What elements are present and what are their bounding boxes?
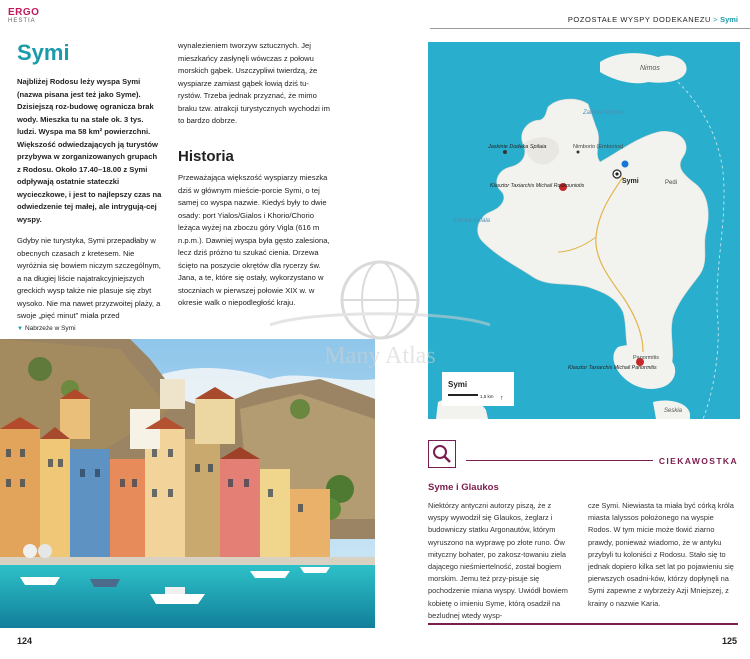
section-heading: Historia bbox=[178, 148, 234, 165]
map-label-jaskinie: Jaskinie Dodeka Spilaia bbox=[488, 144, 547, 150]
north-arrow-icon: ↑ bbox=[500, 395, 504, 402]
caption-arrow-icon: ▼ bbox=[17, 326, 23, 332]
map-label-klasztor-2: Klasztor Taxiarchis Michail Panormitis bbox=[568, 365, 657, 371]
lead-paragraph: Najbliżej Rodosu leży wyspa Symi (nazwa pisana jest też jako Syme). Dzisiejszą roz-budowę ogranicza brak wody. Mieszka tu na stałe ok. 3 tys. ludzi. Wyspa ma 58 km² powierzchni. Większość odwiedzających ją turystów przybywa w zorganizowanych grupach z Rodosu. Około 17.40–18.00 z Symi odpływają ostatnie stateczki wycieczkowe, i jest to najlepszy czas na odwiedzenie tej małej, ale intrygują-cej wyspy. bbox=[17, 77, 162, 224]
body-paragraph-3: Przeważająca większość wyspiarzy mieszka dziś w głównym mieście-porcie Symi, o tej samej co wyspa nazwie. Kiedyś były to dwie osady: port Yialos/Gialos i Khorio/Chorio leżąca wyżej na zboczu góry Vigla (616 m n.p.m.). Dawniej wyspa była gęsto zalesiona, lecz dziś próżno tu szukać cienia. Drzewa ścięto na poszycie okrętów dla rycerzy św. Jana, a te, które się ostały, wykorzystano w stoczniach w pierwszej połowie XIX w. w okresie walk o niepodległość kraju. bbox=[178, 173, 330, 307]
map-label-zatoka-kefala: Zatoka Kefala bbox=[453, 218, 491, 224]
page-title: Symi bbox=[17, 40, 70, 65]
body-paragraph-1: Gdyby nie turystyka, Symi przepadłaby w obecnych czasach z kretesem. Nie wyróżnia się bowiem niczym szczególnym, a na długiej liście najatrakcyjniejszych greckich wysp także nie plasuje się zbyt wysoko. Nie ma nawet przyzwoitej plaży, a swoje „pięć minut” miała przed bbox=[17, 236, 161, 320]
header-rule bbox=[430, 28, 750, 29]
logo-line1: ERGO bbox=[8, 7, 40, 18]
harbour-illustration bbox=[0, 339, 375, 628]
box-heading: CIEKAWOSTKA bbox=[653, 456, 738, 466]
logo-line2: HESTIA bbox=[8, 18, 36, 24]
map-label-nimos: Nimos bbox=[640, 65, 660, 72]
running-head-section: POZOSTAŁE WYSPY DODEKANEZU bbox=[567, 15, 712, 24]
island-map bbox=[428, 42, 740, 419]
body-paragraph-2: wynalezieniem tworzyw sztucznych. Jej mieszkańcy zasłynęli wówczas z połowu morskich gąbek. Uszczypliwi twierdzą, że wyspiarze zamiast gąbek łowią dziś tu-rystów. Trzeba jednak przyznać, że mimo braku tzw. atrakcji turystycznych wychodzi im to bardzo dobrze. bbox=[178, 41, 330, 125]
map-scale-label: 1,5 km bbox=[480, 394, 494, 399]
box-text-col1: Niektórzy antyczni autorzy piszą, że z wyspy wywodził się Glaukos, żeglarz i budowniczy statku Argonautów, którym wyruszono na wyprawę po złote runo. Ów mityczny bohater, po zakosz-towaniu ziela dającego nieśmiertelność, został bogiem morskim. Jemu też przy-pisuje się pochodzenie miana wyspy. Uwiódł bowiem kobietę o imieniu Syme, którą osadził na bezludnej wtedy wysp- bbox=[428, 501, 568, 620]
map-scale-bar bbox=[448, 394, 478, 396]
box-title: Syme i Glaukos bbox=[428, 482, 499, 493]
publisher-logo bbox=[8, 8, 39, 24]
map-label-pedi: Pedi bbox=[665, 180, 678, 186]
map-label-zatoka-nimborio: Zatoka Nimboro bbox=[583, 110, 626, 116]
map-label-seskia: Seskia bbox=[664, 408, 683, 414]
page-number-right: 125 bbox=[722, 636, 738, 646]
magnifier-icon bbox=[428, 440, 456, 468]
harbour-photo bbox=[0, 339, 375, 628]
caption-text: Nabrzeże w Symi bbox=[24, 325, 76, 332]
box-bottom-rule bbox=[428, 623, 738, 625]
photo-caption bbox=[17, 325, 76, 332]
running-head bbox=[568, 15, 738, 24]
box-text-col2: cze Symi. Niewiasta ta miała być córką króla miasta Ialyssos położonego na wyspie Rodos. W tym micie może tkwić ziarno prawdy, ponieważ wiadomo, że w antyku przybyli tu koloniści z Rodosu. Stało się to jednak dopiero kilka set lat po pojawieniu się pierwszych osadni-ków, którzy dopłynęli na Symi zapewne z wybrzeży Azji Mniejszej, z krainy o nazwie Karia. bbox=[588, 501, 734, 608]
map-graphic bbox=[428, 42, 740, 419]
page-number-left: 124 bbox=[17, 636, 33, 646]
map-label-panormitis: Panormitis bbox=[633, 355, 659, 361]
watermark-text: Many Atlas bbox=[324, 343, 436, 369]
map-label-symi: Symi bbox=[622, 178, 639, 185]
map-label-klasztor-1: Klasztor Taxiarchis Michail Roukouniotis bbox=[490, 183, 585, 189]
running-head-arrow-icon: > bbox=[713, 15, 719, 24]
map-label-nimborio: Nimborio (Emborios) bbox=[573, 144, 624, 150]
running-head-current: Symi bbox=[720, 15, 738, 24]
map-legend-title: Symi bbox=[448, 380, 468, 389]
